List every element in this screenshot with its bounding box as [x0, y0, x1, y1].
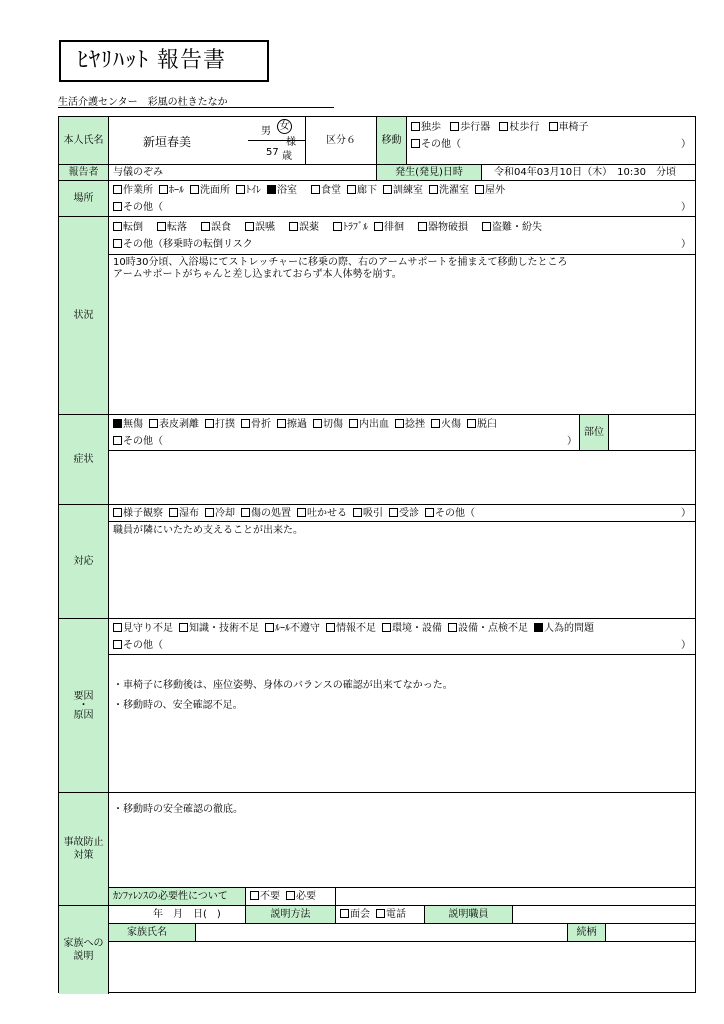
age-cell[interactable]: [248, 141, 306, 165]
symptom-other: その他（: [123, 436, 163, 447]
cause-line-2: ・移動時の、安全確認不足。: [113, 700, 243, 711]
cause-checkbox-5[interactable]: [448, 623, 457, 632]
person-name: 新垣春美: [143, 135, 192, 149]
response-description[interactable]: [109, 522, 696, 619]
location-option-3: ﾄｲﾚ: [246, 185, 261, 196]
situation-options[interactable]: [109, 217, 696, 255]
situation-checkbox-5[interactable]: [333, 222, 342, 231]
cause-close: ）: [681, 640, 691, 651]
disability-category: 区分６: [306, 117, 377, 165]
situation-option-5: ﾄﾗﾌﾞﾙ: [343, 222, 368, 233]
method-meeting-checkbox[interactable]: [340, 909, 349, 918]
situation-checkbox-1[interactable]: [157, 222, 166, 231]
response-close: ）: [681, 508, 691, 519]
symptom-checkbox-0[interactable]: [113, 419, 122, 428]
response-checkbox-2[interactable]: [205, 508, 214, 517]
conf-no-checkbox[interactable]: [250, 891, 259, 900]
prevention-label: [59, 793, 109, 906]
symptom-checkbox-4[interactable]: [277, 419, 286, 428]
response-label: 対応: [59, 505, 109, 619]
symptom-close: ）: [567, 436, 577, 447]
family-date[interactable]: 年 月 日( ): [109, 906, 246, 924]
occurrence-value[interactable]: 令和04年03月10日（木） 10:30 分頃: [482, 165, 696, 181]
sex-cell[interactable]: [248, 117, 306, 141]
situation-description-line-2: アームサポートがちゃんと差し込まれておらず本人体勢を崩す。: [113, 269, 402, 280]
cause-checkbox-0[interactable]: [113, 623, 122, 632]
location-other: その他（: [123, 202, 163, 213]
situation-other-checkbox[interactable]: [113, 239, 122, 248]
location-checkbox-3[interactable]: [236, 185, 245, 194]
situation-checkbox-6[interactable]: [374, 222, 383, 231]
situation-option-6: 徘徊: [384, 222, 404, 233]
situation-option-2: 誤食: [211, 222, 231, 233]
cause-option-0: 見守り不足: [123, 623, 173, 634]
situation-checkbox-4[interactable]: [289, 222, 298, 231]
response-option-1: 湿布: [179, 508, 199, 519]
mobility-options[interactable]: [407, 117, 696, 165]
situation-description-line-1: 10時30分頃、入浴場にてストレッチャーに移乗の際、右のアームサポートを捕まえて移動したところ: [113, 257, 568, 268]
situation-label: 状況: [59, 217, 109, 415]
symptoms-options[interactable]: [109, 415, 579, 451]
symptom-option-2: 打撲: [215, 419, 235, 430]
situation-option-7: 器物破損: [428, 222, 468, 233]
mobility-checkbox-1[interactable]: [450, 122, 459, 131]
symptom-option-8: 火傷: [441, 419, 461, 430]
location-option-7: 訓練室: [393, 185, 423, 196]
symptoms-label: 症状: [59, 415, 109, 505]
relation-label: 続柄: [568, 924, 606, 942]
cause-label-1: 要因: [73, 690, 94, 702]
symptoms-notes[interactable]: [109, 451, 696, 505]
situation-option-0: 転倒: [123, 222, 143, 233]
symptom-checkbox-2[interactable]: [205, 419, 214, 428]
cause-options[interactable]: [109, 619, 696, 655]
family-label-2: 説明: [73, 951, 94, 962]
conf-no: 不要: [260, 891, 280, 902]
situation-option-4: 誤薬: [299, 222, 319, 233]
prevention-line-1: ・移動時の安全確認の徹底。: [113, 804, 243, 815]
symptom-checkbox-7[interactable]: [395, 419, 404, 428]
symptom-option-0: 無傷: [123, 419, 143, 430]
location-option-5: 食堂: [321, 185, 341, 196]
location-checkbox-6[interactable]: [347, 185, 356, 194]
location-checkbox-7[interactable]: [383, 185, 392, 194]
situation-option-1: 転落: [167, 222, 187, 233]
report-title: ﾋﾔﾘﾊｯﾄ 報告書: [59, 40, 269, 82]
response-checkbox-1[interactable]: [169, 508, 178, 517]
person-label: 本人氏名: [59, 117, 109, 165]
location-checkbox-9[interactable]: [475, 185, 484, 194]
method-meeting: 面会: [350, 909, 370, 920]
location-checkbox-8[interactable]: [429, 185, 438, 194]
symptom-option-4: 擦過: [287, 419, 307, 430]
response-checkbox-0[interactable]: [113, 508, 122, 517]
facility-underline: [58, 107, 334, 108]
facility-name: 生活介護センター 彩風の杜きたなか: [58, 97, 228, 108]
cause-checkbox-1[interactable]: [179, 623, 188, 632]
location-checkbox-1[interactable]: [159, 185, 168, 194]
reporter-name[interactable]: 与儀のぞみ: [109, 165, 377, 181]
method-phone: 電話: [386, 909, 406, 920]
symptom-checkbox-3[interactable]: [241, 419, 250, 428]
response-option-5: 吸引: [363, 508, 383, 519]
occurrence-label: 発生(発見)日時: [377, 165, 482, 181]
mobility-option-2: 杖歩行: [509, 122, 540, 133]
symptom-checkbox-8[interactable]: [431, 419, 440, 428]
cause-option-1: 知識・技術不足: [189, 623, 259, 634]
family-label: [59, 906, 109, 994]
mobility-close: ）: [681, 139, 691, 150]
situation-checkbox-3[interactable]: [245, 222, 254, 231]
mobility-option-3: 車椅子: [558, 122, 589, 133]
situation-option-3: 誤嚥: [255, 222, 275, 233]
cause-checkbox-4[interactable]: [382, 623, 391, 632]
reporter-label: 報告者: [59, 165, 109, 181]
situation-checkbox-0[interactable]: [113, 222, 122, 231]
mobility-other: その他（: [421, 139, 461, 150]
response-options[interactable]: [109, 505, 696, 522]
conf-yes-checkbox[interactable]: [286, 891, 295, 900]
cause-option-6: 人為的問題: [544, 623, 594, 634]
cause-option-5: 設備・点検不足: [458, 623, 528, 634]
response-checkbox-3[interactable]: [241, 508, 250, 517]
cause-label-dot: ・: [78, 699, 89, 711]
situation-checkbox-8[interactable]: [482, 222, 491, 231]
report-form: [58, 116, 696, 993]
location-label: 場所: [59, 181, 109, 217]
location-options[interactable]: [109, 181, 696, 217]
symptom-checkbox-1[interactable]: [149, 419, 158, 428]
location-other-checkbox[interactable]: [113, 202, 122, 211]
location-option-9: 屋外: [485, 185, 505, 196]
situation-other: その他（移乗時の転倒リスク: [123, 239, 253, 250]
cause-label-2: 原因: [73, 709, 94, 721]
family-name-label: 家族氏名: [109, 924, 196, 942]
conference-blank: [336, 888, 696, 906]
situation-checkbox-7[interactable]: [418, 222, 427, 231]
conference-label: ｶﾝﾌｧﾚﾝｽの必要性について: [109, 888, 246, 906]
mobility-checkbox-3[interactable]: [549, 122, 558, 131]
response-option-0: 様子観察: [123, 508, 163, 519]
sex-male: 男: [261, 126, 271, 137]
cause-line-1: ・車椅子に移動後は、座位姿勢、身体のバランスの確認が出来てなかった。: [113, 680, 453, 691]
age-unit: 歳: [282, 151, 292, 162]
honorific: 様: [286, 137, 296, 148]
response-option-4: 吐かせる: [307, 508, 347, 519]
staff-label: 説明職員: [425, 906, 513, 924]
mobility-checkbox-0[interactable]: [411, 122, 420, 131]
location-close: ）: [681, 202, 691, 213]
situation-description[interactable]: [109, 255, 696, 415]
symptom-option-9: 脱臼: [477, 419, 497, 430]
cause-option-2: ﾙｰﾙ不遵守: [275, 623, 320, 634]
location-checkbox-5[interactable]: [311, 185, 320, 194]
method-label: 説明方法: [246, 906, 336, 924]
cause-option-3: 情報不足: [336, 623, 376, 634]
family-name-value[interactable]: [196, 924, 568, 942]
cause-checkbox-3[interactable]: [326, 623, 335, 632]
symptom-option-7: 捻挫: [405, 419, 425, 430]
response-checkbox-7[interactable]: [425, 508, 434, 517]
situation-close: ）: [681, 239, 691, 250]
prevention-label-1: 事故防止: [63, 837, 104, 848]
location-option-8: 洗濯室: [439, 185, 469, 196]
location-option-0: 作業所: [123, 185, 153, 196]
mobility-label: 移動: [377, 117, 407, 165]
mobility-other-checkbox[interactable]: [411, 139, 420, 148]
cause-option-4: 環境・設備: [392, 623, 442, 634]
prevention-description[interactable]: [109, 793, 696, 888]
mobility-checkbox-2[interactable]: [499, 122, 508, 131]
age-value: 57: [266, 147, 279, 158]
cause-other-checkbox[interactable]: [113, 640, 122, 649]
cause-checkbox-6[interactable]: [534, 623, 543, 632]
symptom-checkbox-6[interactable]: [349, 419, 358, 428]
location-option-2: 洗面所: [200, 185, 230, 196]
cause-checkbox-2[interactable]: [265, 623, 274, 632]
location-checkbox-0[interactable]: [113, 185, 122, 194]
staff-value[interactable]: [513, 906, 696, 924]
response-option-7: その他（: [435, 508, 475, 519]
symptom-checkbox-9[interactable]: [467, 419, 476, 428]
situation-checkbox-2[interactable]: [201, 222, 210, 231]
relation-value[interactable]: [606, 924, 696, 942]
site-label: 部位: [579, 415, 609, 451]
cause-description[interactable]: [109, 655, 696, 793]
response-checkbox-6[interactable]: [389, 508, 398, 517]
sex-female-circled: 女: [277, 119, 292, 134]
location-checkbox-2[interactable]: [190, 185, 199, 194]
family-notes[interactable]: [109, 942, 696, 992]
location-option-6: 廊下: [357, 185, 377, 196]
symptom-option-3: 骨折: [251, 419, 271, 430]
response-checkbox-5[interactable]: [353, 508, 362, 517]
site-value[interactable]: [609, 415, 696, 451]
symptom-other-checkbox[interactable]: [113, 436, 122, 445]
response-option-3: 傷の処置: [251, 508, 291, 519]
symptom-option-5: 切傷: [323, 419, 343, 430]
cause-label: [59, 619, 109, 793]
location-option-1: ﾎｰﾙ: [169, 185, 184, 196]
response-checkbox-4[interactable]: [297, 508, 306, 517]
conference-options[interactable]: [246, 888, 336, 906]
response-option-6: 受診: [399, 508, 419, 519]
method-phone-checkbox[interactable]: [376, 909, 385, 918]
response-option-2: 冷却: [215, 508, 235, 519]
symptom-checkbox-5[interactable]: [313, 419, 322, 428]
symptom-option-1: 表皮剥離: [159, 419, 199, 430]
situation-option-8: 盗難・紛失: [492, 222, 542, 233]
cause-other: その他（: [123, 640, 163, 651]
prevention-label-2: 対策: [73, 850, 94, 861]
method-options[interactable]: [336, 906, 425, 924]
conf-yes: 必要: [296, 891, 316, 902]
mobility-option-1: 歩行器: [460, 122, 491, 133]
family-label-1: 家族への: [63, 938, 104, 949]
location-checkbox-4[interactable]: [267, 185, 276, 194]
mobility-option-0: 独歩: [421, 122, 441, 133]
symptom-option-6: 内出血: [359, 419, 389, 430]
location-option-4: 浴室: [277, 185, 297, 196]
response-description-text: 職員が隣にいたため支えることが出来た。: [113, 525, 303, 536]
